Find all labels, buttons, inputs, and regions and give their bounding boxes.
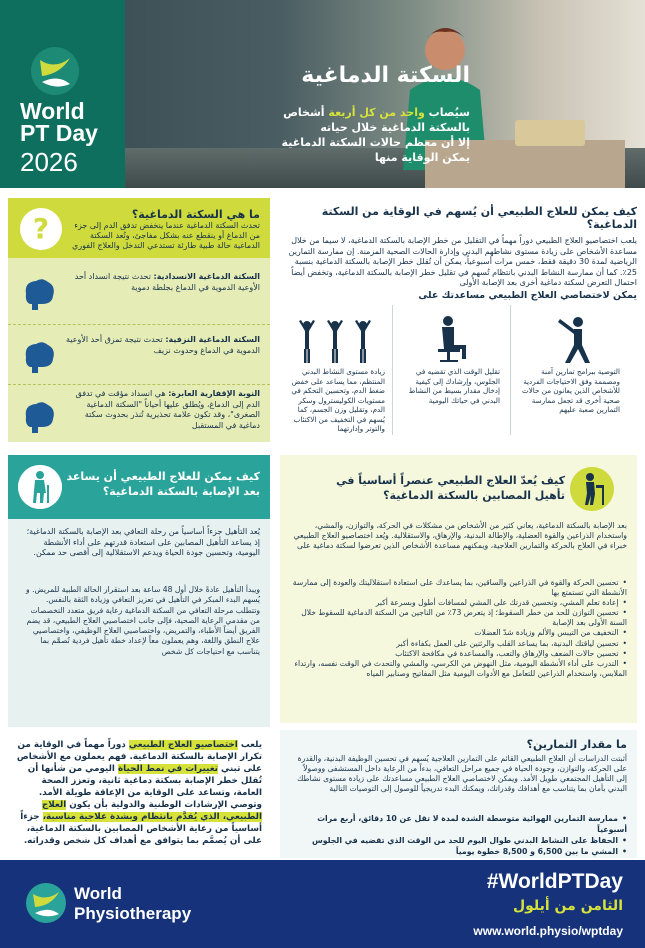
activity-text: زيادة مستوى النشاط البدني المنتظم، مما يساعد على خفض ضغط الدم، وتحسين التحكم في مستويات الكوليسترول وسكر الدم، وتقليل وزن الجسم، كما يُسهم في التخفيف من الاكتئاب والتوتر وإدارتهما: [291, 367, 385, 433]
exercise-amount-panel: [280, 730, 637, 858]
activity-text: تقليل الوقت الذي تقضيه في الجلوس، وإرشادك إلى كيفية إدخال مقدار بسيط من النشاط البدني في حياتك اليومية: [408, 367, 500, 405]
stroke-type-text: [65, 335, 260, 356]
physio-role-highlight: العلاج الطبيعي، الذي يُقدَّم بانتظام وبشدة علاجية مناسبة،: [41, 800, 262, 822]
prevention-subtitle: يمكن لاختصاصي العلاج الطبيعي مساعدتك على: [418, 290, 637, 301]
after-stroke-panel: [8, 455, 270, 727]
stroke-type-desc: تحدث نتيجة انسداد أحد الأوعية الدموية في الدماغ بجلطة دموية: [74, 272, 260, 292]
what-is-stroke-title: ما هي السكتة الدماغية؟: [131, 208, 260, 221]
hero-subtitle-l1a: سيُصاب: [424, 106, 470, 119]
physio-role-highlight: تغييرات في نمط الحياة: [117, 764, 218, 774]
walker-person-icon: [570, 467, 614, 511]
footer: [0, 860, 645, 948]
list-item: • إعادة تعلم المشي، وتحسين قدرتك على المشي لمسافات أطول وبسرعة أكبر: [292, 598, 627, 608]
prevention-section: [280, 205, 637, 289]
sitting-person-icon: [410, 315, 490, 365]
rehab-key-title: كيف يُعدّ العلاج الطبيعي عنصراً أساسياً في تأهيل المصابين بالسكتة الدماغية؟: [336, 474, 565, 502]
activity-text: التوصية ببرامج تمارين آمنة ومصممة وفق الاحتياجات الفردية للأشخاص الذين يعانون من حالات صحية أخرى قد تجعل ممارسة التمارين صعبة عليهم: [521, 367, 620, 414]
physio-role-text-a: يلعب: [237, 740, 262, 750]
list-item: • التدرب على أداء الأنشطة اليومية، مثل النهوض من الكرسي، والمشي والتحدث في الوقت نفسه، وارتداء الملابس، واستخدام الذراعين للتعامل مع الأدوات اليومية مثل المفاتيح وصنابير المياه: [292, 659, 627, 679]
stroke-type-desc: تحدث نتيجة تمزق أحد الأوعية الدموية في الدماغ وحدوث نزيف: [66, 335, 260, 355]
hero-subtitle-line4: يمكن الوقاية منها: [374, 151, 470, 164]
physio-role-text: [12, 739, 262, 847]
hero-subtitle-line2: بالسكتة الدماغية خلال حياته: [320, 121, 470, 134]
elderly-person-cane-icon: [18, 465, 62, 509]
brand-title: [20, 100, 98, 144]
organization-name: [74, 884, 191, 924]
what-is-stroke-panel: [8, 198, 270, 442]
brand-title-line2: PT Day: [20, 120, 98, 146]
stroke-type-desc: هي انسداد مؤقت في تدفق الدم إلى الدماغ، ويُطلق عليها أحياناً "السكتة الدماغية الصغرى"، وقد تكون علامة تحذيرية تُنذر بحدوث سكتة دماغية في المستقبل: [75, 389, 260, 430]
hero-subtitle-line1: [255, 105, 470, 120]
list-item: • ممارسة التمارين الهوائية متوسطة الشدة لمدة لا تقل عن 10 دقائق، أربع مرات أسبوعياً: [292, 813, 627, 835]
list-item: • تحسين حالات الضعف والإرهاق والتعب، والمساعدة في مكافحة الاكتئاب: [292, 649, 627, 659]
after-stroke-text-1: يُعد التأهيل جزءاً أساسياً من رحلة التعافي بعد الإصابة بالسكتة الدماغية؛ إذ يساعد التأهيل المصابين على استعادة قدرتهم على أداء الأنشطة اليومية، وتحسين جودة الحياة ويدعم الاستقلالية إلى أقصى حد ممكن.: [26, 527, 260, 557]
activity-item-sitting: [400, 305, 500, 433]
exercise-amount-list: [292, 813, 627, 857]
list-item: • تحسين لياقتك البدنية، بما يساعد القلب والرئتين على العمل بكفاءة أكبر: [292, 639, 627, 649]
activity-item-exercise: [285, 305, 385, 433]
activity-item-stretching: [520, 305, 620, 433]
physio-role-panel: [8, 733, 270, 846]
organization-name-line2: Physiotherapy: [74, 904, 192, 923]
after-stroke-text-2: ويبدأ التأهيل عادةً خلال أول 48 ساعة بعد استقرار الحالة الطبية للمريض. و يُسهم البدء المبكر في التأهيل في تعزيز التعافي وزيادة الثقة بالنفس. وتتطلب مرحلة التعافي من السكتة الدماغية رعاية فريق متعدد التخصصات من مقدمي الرعاية الصحية، فإلى جانب اختصاصيي العلاج الطبيعي، قد يضم الفريق أيضاً الأطباء، والتمريض، واختصاصيي العلاج الوظيفي، واختصاصيي علاج النطق واللغة، وهم يعملون معاً لإعداد خطة تأهيل فردية تُصمَّم بما يتناسب مع احتياجات كل شخص: [26, 585, 260, 656]
list-item: • تحسين التوازن للحد من خطر السقوط؛ إذ يتعرض 73٪ من الناجين من السكتة الدماغية للسقوط خلال السنة الأولى بعد الإصابة: [292, 608, 627, 628]
physio-role-text-b: دوراً مهماً في الوقاية من تكرار الإصابة بالسكتة الدماغية. فهم يعملون مع الأشخاص على تبني: [16, 740, 262, 774]
hero-overlay: [250, 45, 470, 185]
after-stroke-header: [8, 455, 270, 519]
exercise-amount-text: أثبتت الدراسات أن العلاج الطبيعي القائم على التمارين العلاجية يُسهم في تحسين الوظيفة البدنية، والقدرة على الحركة، والتوازن، وجودة الحياة في جميع مراحل التعافي، بدءاً من الرعاية داخل المستشفى ووصولاً إلى التأهيل المجتمعي طويل الأمد. ويمكن لاختصاصي العلاج الطبيعي مساعدتك على زيادة مستوى نشاطك البدني بأمان بما يتناسب مع أهدافك وقدراتك، ويمكنك البدء تدريجياً للوصول إلى التوصيات التالية: [297, 754, 627, 793]
world-physiotherapy-logo-icon: [25, 882, 67, 924]
event-date: الثامن من أيلول: [512, 898, 623, 914]
brand-year: 2026: [20, 147, 78, 177]
physio-role-highlight: اختصاصيو العلاج الطبيعي: [128, 740, 238, 750]
photo-pegboard: [515, 120, 585, 146]
rehab-key-text: بعد الإصابة بالسكتة الدماغية، يعاني كثير من الأشخاص من مشكلات في الحركة، والتوازن، والمشي، واستخدام الذراعين والقوة العضلية، والإطالة البدنية، والإرهاق، والاستقلالية. ويُعد اختصاصيو العلاج الطبيعي خبراء في العلاج بالحركة والتمارين العلاجية، ويمكنهم مساعدة الأشخاص الذين تعرضوا لسكتة دماغية على: [293, 521, 627, 551]
brain-icon: [20, 337, 58, 375]
website-link[interactable]: www.world.physio/wptday: [473, 924, 623, 938]
rehab-key-panel: [280, 455, 637, 723]
after-stroke-title: كيف يمكن للعلاج الطبيعي أن يساعد بعد الإصابة بالسكتة الدماغية؟: [66, 470, 260, 498]
exercise-amount-title: ما مقدار التمارين؟: [526, 738, 627, 751]
stroke-type-name: النوبة الإقفارية العابرة:: [168, 389, 260, 398]
question-mark-icon: ?: [20, 208, 62, 250]
brain-icon: [20, 397, 58, 435]
rehab-key-list: [292, 578, 627, 679]
brain-icon: [20, 274, 58, 312]
hero-subtitle: [255, 105, 470, 165]
stroke-type-name: السكتة الدماغية الانسدادية:: [153, 272, 260, 281]
stroke-type-hemorrhagic: [8, 324, 270, 384]
hashtag: #WorldPTDay: [486, 870, 623, 893]
activity-divider: [510, 305, 511, 435]
hero-subtitle-line3: إلا أن معظم حالات السكتة الدماغية: [281, 136, 470, 149]
hero-subtitle-highlight: واحد من كل أربعة: [328, 106, 425, 119]
what-is-stroke-text: تحدث السكتة الدماغية عندما ينخفض تدفق الدم إلى جزء من الدماغ أو ينقطع عنه بشكل مفاجئ، وتُعد السكتة الدماغية حالة طبية طارئة تستدعي التدخل والعلاج الفوري: [71, 221, 260, 250]
stroke-type-text: [65, 272, 260, 293]
stretching-person-icon: [530, 315, 610, 365]
list-item: • تحسين الحركة والقوة في الذراعين والساقين، بما يساعدك على استعادة استقلاليتك والعودة إلى ممارسة الأنشطة التي تستمتع بها: [292, 578, 627, 598]
stroke-type-name: السكتة الدماغية النزفية:: [165, 335, 260, 344]
brand-panel: [0, 0, 125, 188]
physio-role-text-d: جزءاً أساسياً من رعاية الأشخاص المصابين بالسكتة الدماغية، على أن يُصمَّم بما يتوافق مع أهداف كل شخص وقدراته.: [20, 812, 262, 846]
organization-name-line1: World: [74, 884, 122, 903]
rehab-key-header: [280, 455, 637, 523]
stroke-type-ischemic: [8, 262, 270, 322]
hero-photo: [125, 0, 645, 188]
activity-divider: [392, 305, 393, 435]
world-pt-day-logo-icon: [30, 46, 80, 96]
prevention-text: يلعب اختصاصيو العلاج الطبيعي دوراً مهماً في التقليل من خطر الإصابة بالسكتة الدماغية، لا سيما من خلال مساعدة الأشخاص على زيادة مستوى نشاطهم البدني وإدارة الحالات الصحية المزمنة. إن ممارسة التمارين الرياضية لمدة 30 دقيقة فقط، خمس مرات أسبوعياً، يمكن أن تُقلل خطر الإصابة بالسكتة الدماغية بنسبة 25٪. كما أن ممارسة النشاط البدني بانتظام تُسهم في تقليل خطر الإصابة بالسكتة الدماغية، وتخفض أيضاً احتمال التعرض لسكتة دماغية أخرى بعد الإصابة الأولى: [288, 236, 637, 287]
physio-role-text-c: اليومي من شأنها أن تُقلل خطر الإصابة بسكتة دماغية ثانية، وتعزز الصحة العامة، وتساعد على الوقاية من الإعاقة طويلة الأمد. وتوصي الإرشادات الوطنية والدولية بأن يكون: [27, 764, 262, 810]
list-item: • الحفاظ على النشاط البدني طوال اليوم للحد من الوقت الذي تقضيه في الجلوس: [292, 835, 627, 846]
hero-subtitle-l1b: أشخاص: [283, 106, 329, 119]
prevention-title: كيف يمكن للعلاج الطبيعي أن يُسهم في الوقاية من السكتة الدماغية؟: [321, 205, 637, 231]
stroke-type-text: [65, 389, 260, 431]
header: [0, 0, 645, 188]
brand-title-line1: World: [20, 98, 85, 124]
list-item: • المشي ما بين 6,500 و 8,500 خطوة يومياً: [292, 846, 627, 857]
stroke-type-tia: [8, 384, 270, 444]
list-item: • التخفيف من التيبس والألم وزيادة شدّ العضلات: [292, 628, 627, 638]
group-exercise-icon: [295, 315, 375, 365]
page-title: السكتة الدماغية: [301, 63, 470, 88]
